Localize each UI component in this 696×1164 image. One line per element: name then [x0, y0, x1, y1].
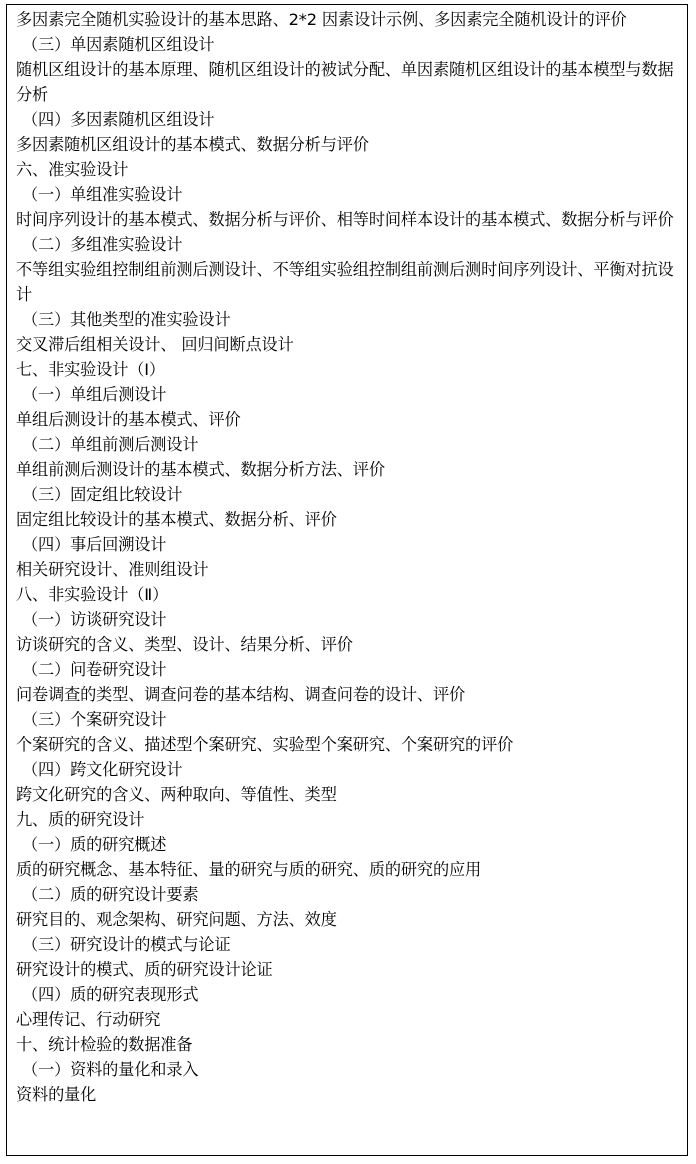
section-heading: 八、非实验设计（Ⅱ）: [16, 585, 169, 604]
doc-line: 单组前测后测设计的基本模式、数据分析方法、评价: [16, 460, 385, 479]
doc-line: 不等组实验组控制组前测后测设计、不等组实验组控制组前测后测时间序列设计、平衡对抗设计: [16, 260, 674, 304]
section-heading: 七、非实验设计（Ⅰ）: [16, 360, 165, 379]
subsection-heading: （一）访谈研究设计: [22, 610, 167, 629]
document-body: [16, 7, 679, 1107]
doc-line: 单组后测设计的基本模式、评价: [16, 410, 241, 429]
document-frame: [6, 4, 688, 1156]
doc-line: 相关研究设计、准则组设计: [16, 560, 209, 579]
doc-line: 多因素完全随机实验设计的基本思路、2*2 因素设计示例、多因素完全随机设计的评价: [16, 10, 627, 29]
subsection-heading: （一）单组后测设计: [22, 385, 167, 404]
section-heading: 六、准实验设计: [16, 160, 129, 179]
subsection-heading: （一）单组准实验设计: [22, 185, 183, 204]
subsection-heading: （二）质的研究设计要素: [22, 885, 199, 904]
subsection-heading: （三）固定组比较设计: [22, 485, 183, 504]
doc-line: 交叉滞后组相关设计、 回归间断点设计: [16, 335, 294, 354]
doc-line: 研究目的、观念架构、研究问题、方法、效度: [16, 910, 337, 929]
doc-line: 随机区组设计的基本原理、随机区组设计的被试分配、单因素随机区组设计的基本模型与数据分析: [16, 60, 674, 104]
doc-line: 研究设计的模式、质的研究设计论证: [16, 960, 273, 979]
subsection-heading: （四）质的研究表现形式: [22, 985, 199, 1004]
subsection-heading: （二）多组准实验设计: [22, 235, 183, 254]
subsection-heading: （一）质的研究概述: [22, 835, 167, 854]
subsection-heading: （一）资料的量化和录入: [22, 1060, 199, 1079]
section-heading: 十、统计检验的数据准备: [16, 1035, 193, 1054]
doc-line: 固定组比较设计的基本模式、数据分析、评价: [16, 510, 337, 529]
subsection-heading: （三）其他类型的准实验设计: [22, 310, 231, 329]
subsection-heading: （二）问卷研究设计: [22, 660, 167, 679]
subsection-heading: （四）多因素随机区组设计: [22, 110, 215, 129]
subsection-heading: （三）研究设计的模式与论证: [22, 935, 231, 954]
doc-line: 多因素随机区组设计的基本模式、数据分析与评价: [16, 135, 369, 154]
doc-line: 资料的量化: [16, 1085, 97, 1104]
doc-line: 心理传记、行动研究: [16, 1010, 161, 1029]
subsection-heading: （三）个案研究设计: [22, 710, 167, 729]
doc-line: 跨文化研究的含义、两种取向、等值性、类型: [16, 785, 337, 804]
section-heading: 九、质的研究设计: [16, 810, 145, 829]
doc-line: 个案研究的含义、描述型个案研究、实验型个案研究、个案研究的评价: [16, 735, 514, 754]
doc-line: 时间序列设计的基本模式、数据分析与评价、相等时间样本设计的基本模式、数据分析与评价: [16, 210, 674, 229]
subsection-heading: （四）跨文化研究设计: [22, 760, 183, 779]
subsection-heading: （二）单组前测后测设计: [22, 435, 199, 454]
doc-line: 访谈研究的含义、类型、设计、结果分析、评价: [16, 635, 353, 654]
doc-line: 问卷调查的类型、调查问卷的基本结构、调查问卷的设计、评价: [16, 685, 466, 704]
subsection-heading: （三）单因素随机区组设计: [22, 35, 215, 54]
subsection-heading: （四）事后回溯设计: [22, 535, 167, 554]
doc-line: 质的研究概念、基本特征、量的研究与质的研究、质的研究的应用: [16, 860, 482, 879]
